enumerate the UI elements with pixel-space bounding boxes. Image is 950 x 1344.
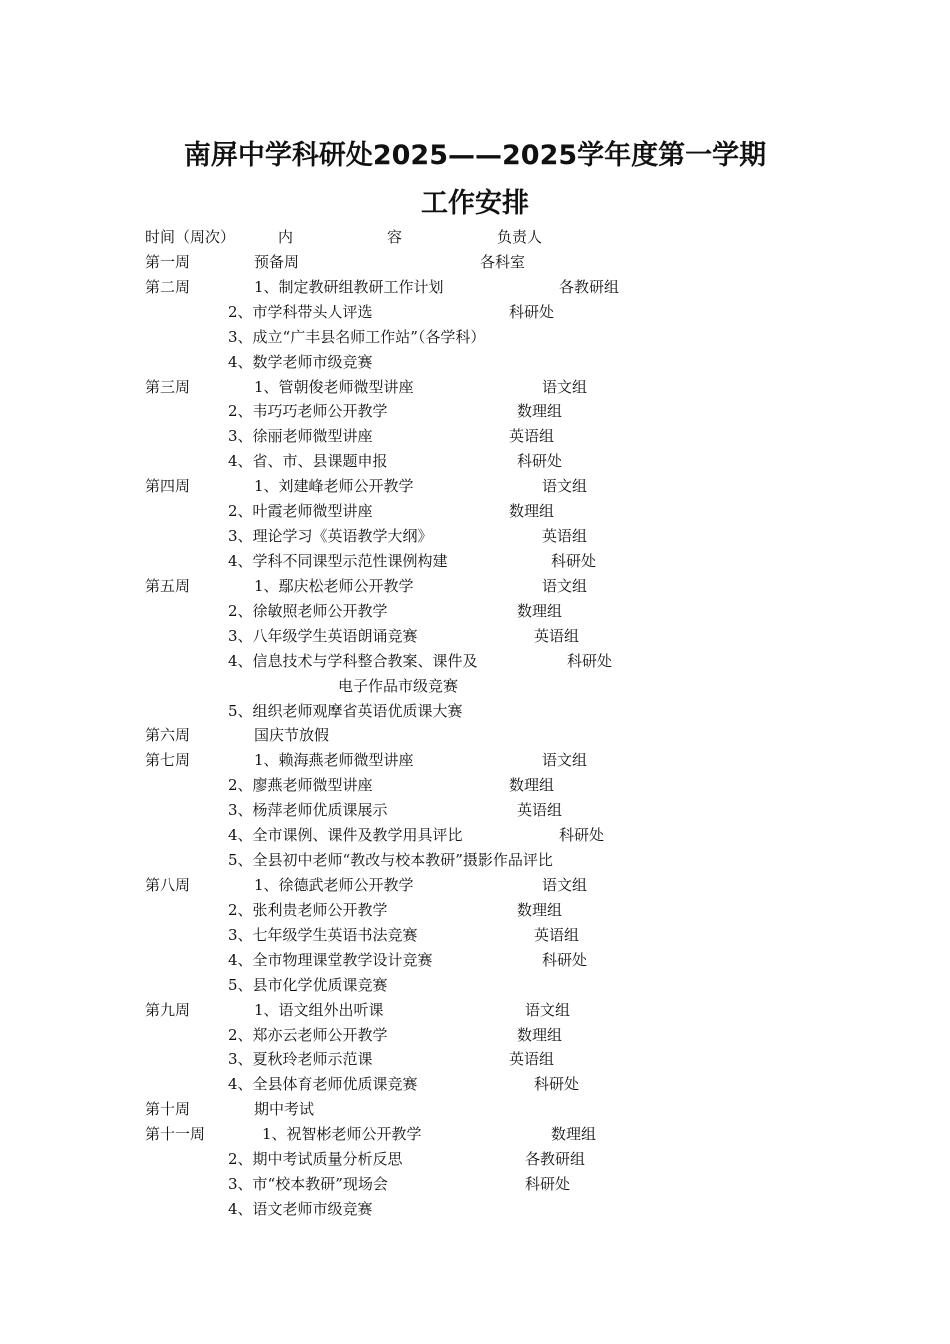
responsible-party: 各科室 <box>480 253 526 271</box>
schedule-item: 4、全县体育老师优质课竞赛 <box>228 1075 418 1093</box>
responsible-party: 英语组 <box>509 1050 555 1068</box>
responsible-party: 数理组 <box>517 402 563 420</box>
responsible-party: 科研处 <box>509 303 555 321</box>
week-label: 第九周 <box>145 1001 191 1019</box>
responsible-party: 语文组 <box>542 378 588 396</box>
schedule-item: 1、制定教研组教研工作计划 <box>254 278 444 296</box>
responsible-party: 数理组 <box>517 602 563 620</box>
schedule-item: 3、杨萍老师优质课展示 <box>228 801 388 819</box>
week-label: 第六周 <box>145 726 191 744</box>
schedule-item: 1、刘建峰老师公开教学 <box>254 477 414 495</box>
document-subtitle: 工作安排 <box>421 188 529 219</box>
schedule-item: 3、理论学习《英语教学大纲》 <box>228 527 433 545</box>
schedule-item: 2、市学科带头人评选 <box>228 303 373 321</box>
schedule-item: 预备周 <box>254 253 300 271</box>
week-label: 第十一周 <box>145 1125 206 1143</box>
schedule-item: 3、市“校本教研”现场会 <box>228 1175 388 1193</box>
responsible-party: 科研处 <box>517 452 563 470</box>
responsible-party: 语文组 <box>542 477 588 495</box>
schedule-item: 3、成立“广丰县名师工作站”（各学科） <box>228 328 486 346</box>
schedule-item: 2、徐敏照老师公开教学 <box>228 602 388 620</box>
responsible-party: 数理组 <box>517 901 563 919</box>
responsible-party: 各教研组 <box>525 1150 586 1168</box>
header-owner: 负责人 <box>497 228 543 246</box>
responsible-party: 科研处 <box>525 1175 571 1193</box>
week-label: 第十周 <box>145 1100 191 1118</box>
schedule-item: 电子作品市级竞赛 <box>338 677 459 695</box>
schedule-item: 4、省、市、县课题申报 <box>228 452 388 470</box>
schedule-item: 2、廖燕老师微型讲座 <box>228 776 373 794</box>
week-label: 第七周 <box>145 751 191 769</box>
schedule-item: 2、韦巧巧老师公开教学 <box>228 402 388 420</box>
responsible-party: 英语组 <box>534 926 580 944</box>
responsible-party: 科研处 <box>534 1075 580 1093</box>
schedule-item: 5、全县初中老师“教改与校本教研”摄影作品评比 <box>228 851 553 869</box>
responsible-party: 语文组 <box>525 1001 571 1019</box>
schedule-item: 1、语文组外出听课 <box>254 1001 384 1019</box>
responsible-party: 语文组 <box>542 577 588 595</box>
schedule-item: 5、县市化学优质课竞赛 <box>228 976 388 994</box>
header-content-1: 内 <box>278 228 294 246</box>
week-label: 第二周 <box>145 278 191 296</box>
schedule-item: 4、信息技术与学科整合教案、课件及 <box>228 652 478 670</box>
schedule-item: 4、全市物理课堂教学设计竞赛 <box>228 951 433 969</box>
schedule-item: 4、语文老师市级竞赛 <box>228 1200 373 1218</box>
responsible-party: 英语组 <box>509 427 555 445</box>
responsible-party: 英语组 <box>517 801 563 819</box>
responsible-party: 科研处 <box>542 951 588 969</box>
schedule-item: 1、祝智彬老师公开教学 <box>262 1125 422 1143</box>
schedule-item: 3、七年级学生英语书法竞赛 <box>228 926 418 944</box>
week-label: 第五周 <box>145 577 191 595</box>
schedule-item: 4、全市课例、课件及教学用具评比 <box>228 826 463 844</box>
responsible-party: 数理组 <box>509 776 555 794</box>
schedule-item: 4、数学老师市级竞赛 <box>228 353 373 371</box>
schedule-item: 1、管朝俊老师微型讲座 <box>254 378 414 396</box>
schedule-item: 2、郑亦云老师公开教学 <box>228 1026 388 1044</box>
responsible-party: 数理组 <box>517 1026 563 1044</box>
responsible-party: 各教研组 <box>559 278 620 296</box>
header-content-2: 容 <box>387 228 403 246</box>
schedule-item: 3、徐丽老师微型讲座 <box>228 427 373 445</box>
schedule-item: 1、鄢庆松老师公开教学 <box>254 577 414 595</box>
responsible-party: 科研处 <box>567 652 613 670</box>
schedule-item: 1、赖海燕老师微型讲座 <box>254 751 414 769</box>
responsible-party: 科研处 <box>551 552 597 570</box>
responsible-party: 语文组 <box>542 876 588 894</box>
schedule-item: 2、张利贵老师公开教学 <box>228 901 388 919</box>
responsible-party: 英语组 <box>534 627 580 645</box>
header-time: 时间（周次） <box>145 228 236 246</box>
week-label: 第一周 <box>145 253 191 271</box>
schedule-item: 4、学科不同课型示范性课例构建 <box>228 552 448 570</box>
schedule-item: 3、八年级学生英语朗诵竞赛 <box>228 627 418 645</box>
week-label: 第三周 <box>145 378 191 396</box>
responsible-party: 英语组 <box>542 527 588 545</box>
responsible-party: 数理组 <box>509 502 555 520</box>
responsible-party: 语文组 <box>542 751 588 769</box>
week-label: 第四周 <box>145 477 191 495</box>
schedule-item: 2、期中考试质量分析反思 <box>228 1150 403 1168</box>
schedule-item: 5、组织老师观摩省英语优质课大赛 <box>228 702 463 720</box>
schedule-item: 3、夏秋玲老师示范课 <box>228 1050 373 1068</box>
responsible-party: 科研处 <box>559 826 605 844</box>
schedule-item: 国庆节放假 <box>254 726 330 744</box>
schedule-item: 1、徐德武老师公开教学 <box>254 876 414 894</box>
schedule-item: 2、叶霞老师微型讲座 <box>228 502 373 520</box>
document-title: 南屏中学科研处2025——2025学年度第一学期 <box>183 140 767 171</box>
responsible-party: 数理组 <box>551 1125 597 1143</box>
schedule-item: 期中考试 <box>254 1100 315 1118</box>
week-label: 第八周 <box>145 876 191 894</box>
